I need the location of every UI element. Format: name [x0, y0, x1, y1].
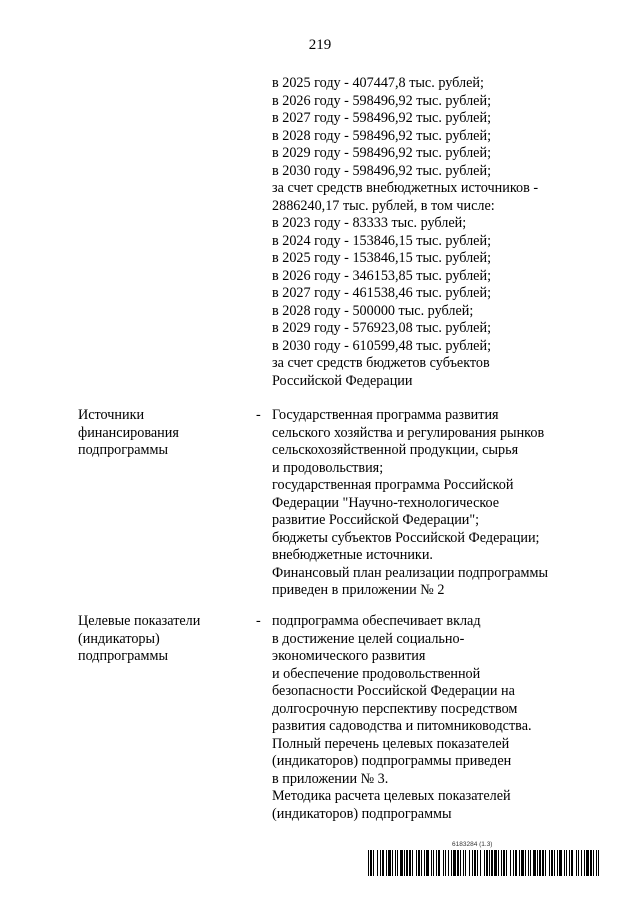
- text-line: в 2026 году - 598496,92 тыс. рублей;: [272, 92, 492, 109]
- label-line: (индикаторы): [78, 630, 160, 647]
- text-line: Федерации "Научно-технологическое: [272, 494, 500, 511]
- text-line: за счет средств бюджетов субъектов: [272, 355, 490, 371]
- text-line: и продовольствия;: [272, 459, 384, 476]
- row-label-funding-sources: [78, 407, 179, 460]
- text-line: Российской Федерации: [272, 372, 413, 389]
- barcode: [368, 850, 600, 876]
- text-line: в 2025 году - 407447,8 тыс. рублей;: [272, 75, 484, 91]
- row-dash-funding-sources: -: [256, 407, 261, 423]
- text-line: в 2026 году - 346153,85 тыс. рублей;: [272, 267, 492, 284]
- text-line: в 2029 году - 576923,08 тыс. рублей;: [272, 320, 492, 336]
- text-line: и обеспечение продовольственной: [272, 665, 481, 682]
- text-line: за счет средств внебюджетных источников -: [272, 180, 539, 196]
- label-line: подпрограммы: [78, 648, 168, 664]
- text-line: Полный перечень целевых показателей: [272, 735, 510, 752]
- row-content-funding-sources: [272, 407, 548, 600]
- text-line: в 2027 году - 461538,46 тыс. рублей;: [272, 285, 492, 301]
- barcode-caption: 6183284 (1.3): [452, 841, 493, 848]
- text-line: экономического развития: [272, 648, 426, 664]
- text-line: Методика расчета целевых показателей: [272, 788, 511, 804]
- text-line: в 2024 году - 153846,15 тыс. рублей;: [272, 232, 492, 249]
- text-line: развития садоводства и питомниководства.: [272, 718, 532, 734]
- text-line: в достижение целей социально-: [272, 630, 465, 647]
- row-label-target-indicators: [78, 613, 200, 666]
- text-line: в 2028 году - 598496,92 тыс. рублей;: [272, 127, 492, 144]
- label-line: Источники: [78, 407, 145, 423]
- text-line: подпрограмма обеспечивает вклад: [272, 613, 481, 629]
- text-line: сельского хозяйства и регулирования рынков: [272, 424, 545, 441]
- text-line: безопасности Российской Федерации на: [272, 683, 515, 699]
- text-line: (индикаторов) подпрограммы: [272, 805, 452, 822]
- text-line: сельскохозяйственной продукции, сырья: [272, 442, 519, 458]
- text-line: в 2028 году - 500000 тыс. рублей;: [272, 302, 474, 319]
- text-line: в 2023 году - 83333 тыс. рублей;: [272, 215, 467, 231]
- text-line: в приложении № 3.: [272, 770, 389, 787]
- text-line: бюджеты субъектов Российской Федерации;: [272, 529, 540, 546]
- text-line: внебюджетные источники.: [272, 547, 433, 563]
- text-line: Государственная программа развития: [272, 407, 499, 423]
- text-line: в 2029 году - 598496,92 тыс. рублей;: [272, 145, 492, 161]
- text-line: Финансовый план реализации подпрограммы: [272, 564, 549, 581]
- page-number: 219: [308, 37, 332, 53]
- label-line: подпрограммы: [78, 442, 168, 458]
- label-line: финансирования: [78, 424, 179, 441]
- text-line: государственная программа Российской: [272, 477, 514, 493]
- row-content-target-indicators: [272, 613, 532, 823]
- text-line: в 2027 году - 598496,92 тыс. рублей;: [272, 110, 492, 126]
- text-line: долгосрочную перспективу посредством: [272, 700, 518, 717]
- text-line: в 2030 году - 598496,92 тыс. рублей;: [272, 162, 492, 179]
- text-line: развитие Российской Федерации";: [272, 512, 480, 528]
- text-line: 2886240,17 тыс. рублей, в том числе:: [272, 197, 495, 214]
- text-line: (индикаторов) подпрограммы приведен: [272, 753, 512, 769]
- text-line: в 2030 году - 610599,48 тыс. рублей;: [272, 337, 492, 354]
- label-line: Целевые показатели: [78, 613, 201, 629]
- text-line: приведен в приложении № 2: [272, 582, 445, 598]
- text-line: в 2025 году - 153846,15 тыс. рублей;: [272, 250, 492, 266]
- row-dash-target-indicators: -: [256, 613, 261, 629]
- funding-amounts-list: [272, 75, 538, 390]
